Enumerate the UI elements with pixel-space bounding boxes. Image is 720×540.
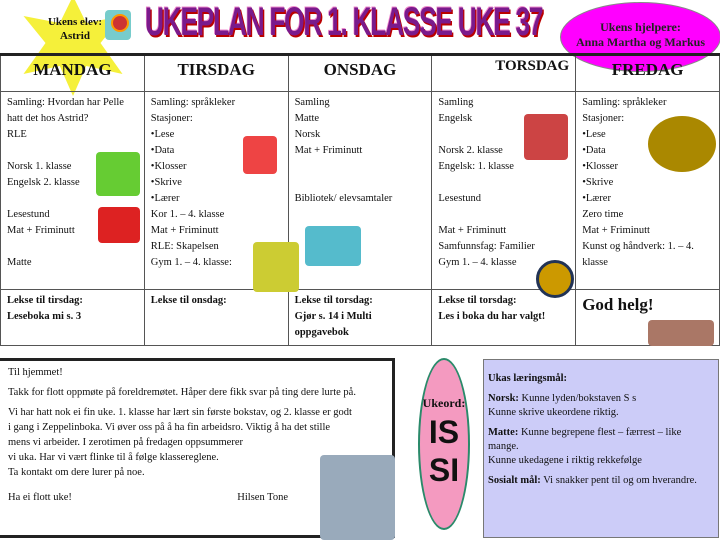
home-note-p1: Takk for flott oppmøte på foreldremøtet. Håper dere fikk svar på ting dere lurte på. [8,387,356,398]
schedule-tirsdag [144,92,288,290]
goal-norsk-2: Kunne skrive ukeordene riktig. [488,407,619,418]
schedule-item: Bibliotek/ elevsamtaler [294,193,393,204]
homework-text: Leseboka mi s. 3 [7,311,82,322]
schedule-item: Mat + Friminutt [150,225,219,236]
kids-carrying-icon [648,320,714,346]
schedule-item: Mat + Friminutt [438,225,507,236]
goal-social: Vi snakker pent til og om hverandre. [543,475,697,486]
home-note-p2: Vi har hatt nok ei fin uke. 1. klasse har lært sin første bokstav, og 2. klasse er godt i gang i Zeppelinboka. Vi øver oss på å ha fin arbeidsro. Viktig å ha det stille mens vi arbeider. I zerotimen på fredagen oppsummerer [8,407,352,448]
schedule-item: Samfunnsfag: Familier [438,241,535,252]
homework-onsdag [288,290,432,346]
schedule-item: RLE: Skapelsen [150,241,219,252]
helpers-label: Ukens hjelpere: [600,20,681,34]
homework-torsdag [432,290,576,346]
schedule-item [438,207,569,223]
schedule-item: Kor 1. – 4. klasse [150,209,225,220]
homework-fredag [576,290,720,346]
weekend-greeting: God helg! [582,295,654,314]
homework-text: Les i boka du har valgt! [438,311,546,322]
goal-matte-label: Matte: [488,427,519,438]
homework-mandag [1,290,145,346]
schedule-mandag [1,92,145,290]
goal-matte-2: Kunne ukedagene i riktig rekkefølge [488,455,642,466]
home-note-signature: Hilsen Tone [237,492,288,503]
schedule-item: •Data [150,145,175,156]
schedule-item: •Klosser [582,161,618,172]
schedule-item: Matte [7,257,32,268]
schedule-item: Gym 1. – 4. klasse [438,257,517,268]
schedule-item: Norsk 1. klasse [7,161,72,172]
schedule-item [295,159,426,175]
schedule-onsdag [288,92,432,290]
schedule-item: •Skrive [582,177,614,188]
home-note-closing: Ha ei flott uke! [8,492,72,503]
schedule-item: Stasjoner: [582,113,625,124]
schedule-item: •Lærer [582,193,611,204]
schedule-item: •Klosser [150,161,187,172]
helpers-names: Anna Martha og Markus [575,35,705,49]
kids-group-icon [243,136,277,174]
homework-tirsdag [144,290,288,346]
day-header: FREDAG [576,55,720,92]
goal-norsk-label: Norsk: [488,393,519,404]
day-header-row [1,55,720,92]
schedule-item: Lesestund [438,193,481,204]
homework-text: Gjør s. 14 i Multi oppgavebok [294,311,372,338]
schedule-row [1,92,720,290]
goal-matte: Kunne begrepene flest – færrest – like mange. [488,427,682,452]
home-note-p2b: vi uka. Har vi vært flinke til å følge klassereglene. [8,452,219,463]
schedule-item [438,175,569,191]
schedule-item: Norsk [294,129,321,140]
schedule-item: Kunst og håndverk: 1. – 4. klasse [582,241,694,268]
schedule-item: •Lærer [150,193,180,204]
day-header: ONSDAG [288,55,432,92]
learning-goals [483,359,719,538]
homework-row [1,290,720,346]
week-word: SI [428,452,460,488]
schedule-item: Gym 1. – 4. klasse: [150,257,232,268]
schedule-item: Samling [294,97,330,108]
schedule-item: Samling: Hvordan har Pelle hatt det hos Astrid? [7,97,124,124]
schedule-item: Mat + Friminutt [7,225,75,236]
schedule-item: Stasjoner: [150,113,193,124]
london-icon [524,114,568,160]
schedule-item: Samling: språkleker [582,97,667,108]
homework-label: Lekse til onsdag: [150,295,227,306]
schedule-item [295,175,426,191]
schedule-item: Mat + Friminutt [294,145,363,156]
week-words-label: Ukeord: [422,396,466,410]
schedule-item: Lesestund [7,209,50,220]
schedule-item: •Skrive [150,177,182,188]
schedule-item: Zero time [582,209,624,220]
day-header: TIRSDAG [144,55,288,92]
student-name: Astrid [60,30,90,42]
home-note-title: Til hjemmet! [8,367,63,378]
goal-social-label: Sosialt mål: [488,475,541,486]
schedule-fredag [576,92,720,290]
schedule-item: Engelsk: 1. klasse [438,161,514,172]
schedule-item: •Data [582,145,606,156]
goal-norsk: Kunne lyden/bokstaven S s [521,393,637,404]
page-title: UKEPLAN FOR 1. KLASSE UKE 37 [145,0,543,44]
homework-label: Lekse til torsdag: [294,295,373,306]
bus-icon [98,207,140,243]
children-illustration [320,455,395,540]
schedule-item: Norsk 2. klasse [438,145,503,156]
schedule-table [0,53,720,346]
goals-title: Ukas læringsmål: [488,373,568,384]
day-header: MANDAG [1,55,145,92]
schedule-item: Matte [294,113,320,124]
day-header: TORSDAG [432,55,576,92]
schedule-item: RLE [7,129,27,140]
medal-icon [105,10,131,40]
week-word: IS [428,414,460,450]
reading-kids-icon [305,226,361,266]
home-note-p2c: Ta kontakt om dere lurer på noe. [8,467,145,478]
schedule-item: Engelsk [438,113,473,124]
letter-s-icon [96,152,140,196]
week-words [418,358,470,530]
schedule-item: •Lese [150,129,175,140]
schedule-item: Samling [438,97,474,108]
schedule-item: Samling: språkleker [150,97,236,108]
student-label: Ukens elev: [47,16,103,28]
homework-label: Lekse til torsdag: [438,295,517,306]
schedule-item: Mat + Friminutt [582,225,650,236]
schedule-item: Engelsk 2. klasse [7,177,80,188]
schedule-item: •Lese [582,129,606,140]
schedule-torsdag [432,92,576,290]
homework-label: Lekse til tirsdag: [7,295,83,306]
circle-time-icon [648,116,716,172]
